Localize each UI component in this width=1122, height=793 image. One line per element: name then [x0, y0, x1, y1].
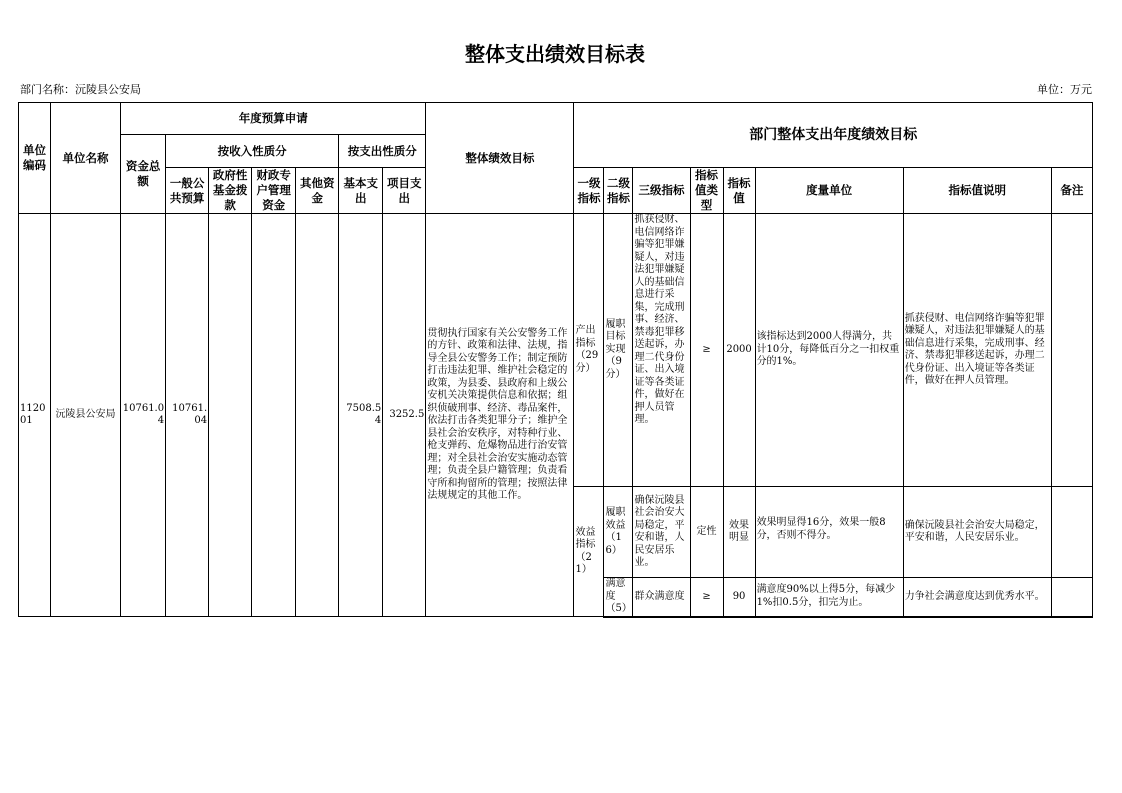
- cell-level3: 确保沅陵县社会治安大局稳定，平安和谐，人民安居乐业。: [633, 487, 690, 578]
- cell-indicator-type: ≥: [690, 214, 723, 487]
- cell-fiscal-special: [252, 214, 296, 617]
- header-measure-unit: 度量单位: [755, 168, 903, 214]
- cell-measure-unit: 效果明显得16分，效果一般8分，否则不得分。: [755, 487, 903, 578]
- cell-unit-code: 112001: [19, 214, 51, 617]
- cell-remarks: [1051, 214, 1092, 487]
- cell-basic-expense: 7508.54: [339, 214, 383, 617]
- cell-level3: 群众满意度: [633, 578, 690, 617]
- cell-level2: 满意度（5）: [604, 578, 633, 617]
- cell-indicator-value: 2000: [723, 214, 755, 487]
- cell-level1: 产出指标（29分）: [574, 214, 604, 487]
- cell-indicator-value: 90: [723, 578, 755, 617]
- cell-measure-unit: 满意度90%以上得5分，每减少1%扣0.5分，扣完为止。: [755, 578, 903, 617]
- cell-level2: 履职目标实现（9分）: [604, 214, 633, 487]
- unit-label: 单位：万元: [1037, 83, 1092, 96]
- header-level3: 三级指标: [633, 168, 690, 214]
- header-fiscal-special: 财政专户管理资金: [252, 168, 296, 214]
- cell-value-desc: 力争社会满意度达到优秀水平。: [903, 578, 1051, 617]
- header-indicator-value: 指标值: [723, 168, 755, 214]
- header-annual-budget: 年度预算申请: [121, 103, 426, 135]
- cell-other-funds: [296, 214, 339, 617]
- cell-value-desc: 抓获侵财、电信网络诈骗等犯罪嫌疑人，对违法犯罪嫌疑人的基础信息进行采集，完成刑事、经济、禁毒犯罪移送起诉，办理二代身份证、出入境证等各类证件，做好在押人员管理。: [903, 214, 1051, 487]
- cell-measure-unit: 该指标达到2000人得满分，共计10分，每降低百分之一扣权重分的1%。: [755, 214, 903, 487]
- cell-general-budget: 10761.04: [166, 214, 209, 617]
- cell-level3: 抓获侵财、电信网络诈骗等犯罪嫌疑人，对违法犯罪嫌疑人的基础信息进行采集，完成刑事、经济、禁毒犯罪移送起诉，办理二代身份证、出入境证等各类证件，做好在押人员管理。: [633, 214, 690, 487]
- header-level2: 二级指标: [604, 168, 633, 214]
- cell-remarks: [1051, 487, 1092, 578]
- header-by-expense: 按支出性质分: [339, 135, 426, 168]
- cell-indicator-type: 定性: [690, 487, 723, 578]
- cell-total-funds: 10761.04: [121, 214, 166, 617]
- header-overall-goal: 整体绩效目标: [426, 103, 574, 214]
- cell-overall-goal: 贯彻执行国家有关公安警务工作的方针、政策和法律、法规，指导全县公安警务工作；制定预防打击违法犯罪、维护社会稳定的政策，为县委、县政府和上级公安机关决策提供信息和依据；组织侦破刑事、经济、毒品案件，依法打击各类犯罪分子；维护全县社会治安秩序，对特种行业、枪支弹药、危爆物品进行治安管理；对全县社会治安实施动态管理；负责全县户籍管理；负责看守所和拘留所的管理；按照法律法规规定的其他工作。: [426, 214, 574, 617]
- header-basic-expense: 基本支出: [339, 168, 383, 214]
- cell-level2: 履职效益（16）: [604, 487, 633, 578]
- cell-indicator-value: 效果明显: [723, 487, 755, 578]
- header-gov-fund: 政府性基金拨款: [209, 168, 252, 214]
- cell-level1: 效益指标（21）: [574, 487, 604, 617]
- header-dept-goal: 部门整体支出年度绩效目标: [574, 103, 1093, 168]
- header-unit-code: 单位编码: [19, 103, 51, 214]
- cell-value-desc: 确保沅陵县社会治安大局稳定，平安和谐，人民安居乐业。: [903, 487, 1051, 578]
- header-project-expense: 项目支出: [383, 168, 426, 214]
- cell-project-expense: 3252.5: [383, 214, 426, 617]
- performance-goal-table: [18, 102, 1093, 618]
- page-title: 整体支出绩效目标表: [465, 42, 645, 66]
- header-level1: 一级指标: [574, 168, 604, 214]
- header-unit-name: 单位名称: [51, 103, 121, 214]
- header-value-desc: 指标值说明: [903, 168, 1051, 214]
- cell-gov-fund: [209, 214, 252, 617]
- cell-indicator-type: ≥: [690, 578, 723, 617]
- cell-unit-name: 沅陵县公安局: [51, 214, 121, 617]
- header-general-budget: 一般公共预算: [166, 168, 209, 214]
- header-by-income: 按收入性质分: [166, 135, 339, 168]
- header-total-funds: 资金总额: [121, 135, 166, 214]
- header-indicator-type: 指标值类型: [690, 168, 723, 214]
- header-remarks: 备注: [1051, 168, 1092, 214]
- header-other-funds: 其他资金: [296, 168, 339, 214]
- cell-remarks: [1051, 578, 1092, 617]
- department-name: 部门名称：沅陵县公安局: [20, 83, 141, 96]
